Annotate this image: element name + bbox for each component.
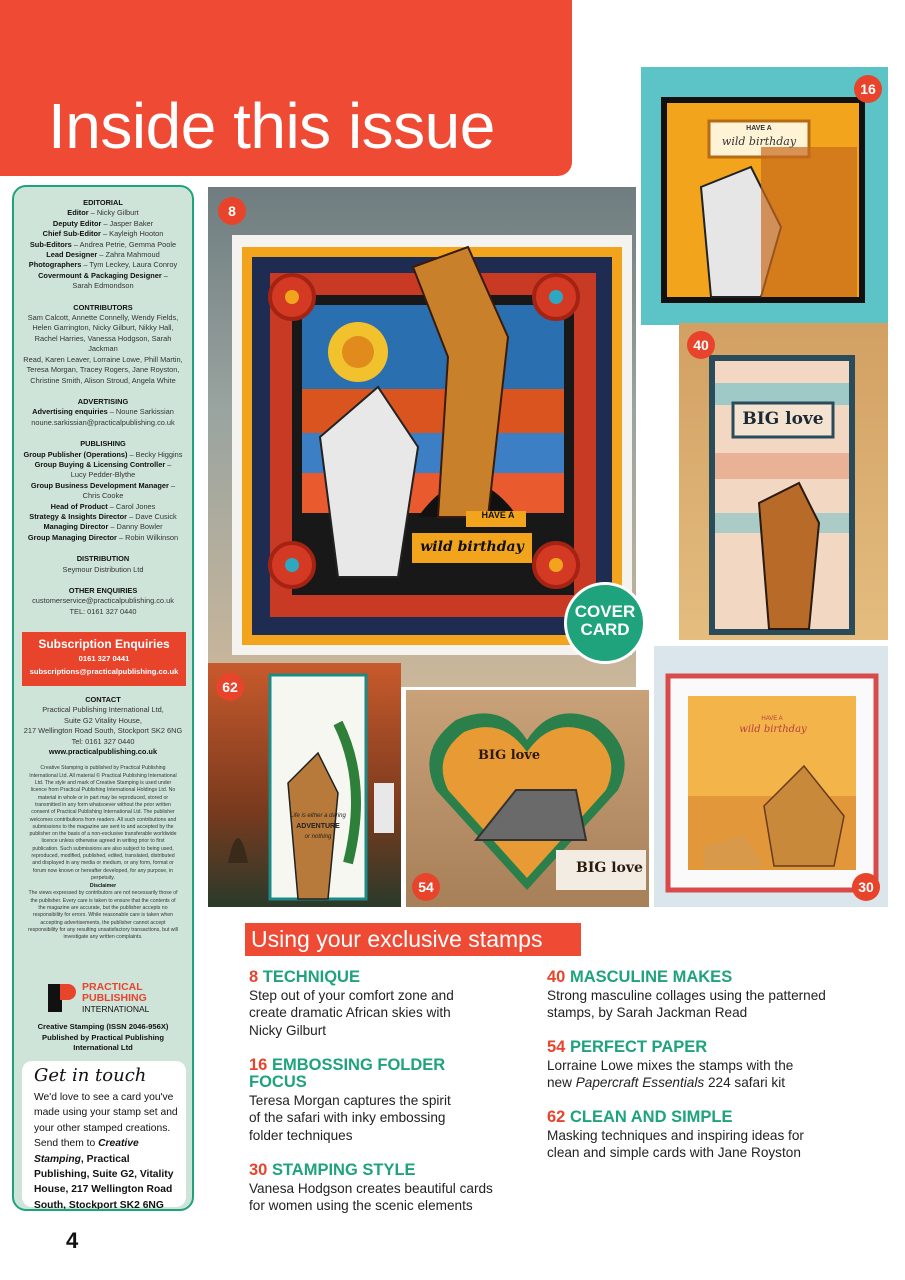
publishing-role: Strategy & Insights Director bbox=[29, 511, 128, 521]
feature-item[interactable] bbox=[547, 1109, 837, 1162]
card-quote-line: Life is either a daring bbox=[290, 813, 346, 819]
advertising-role: Advertising enquiries bbox=[32, 407, 108, 417]
logo-line: PUBLISHING bbox=[82, 992, 147, 1004]
card-sign-big-love: BIG love bbox=[576, 860, 643, 876]
editor-role: Editor bbox=[67, 208, 89, 218]
issn-line: Published by Practical Publishing bbox=[42, 1032, 164, 1042]
feature-page-number: 54 bbox=[547, 1038, 566, 1056]
photographers-role: Photographers bbox=[28, 260, 82, 270]
page-badge: 16 bbox=[854, 75, 882, 103]
photo-perfect-paper-card[interactable] bbox=[406, 690, 649, 907]
get-in-touch-box bbox=[22, 1061, 186, 1211]
photo-40-art bbox=[679, 323, 888, 640]
sub-editors-names: – Andrea Petrie, Gemma Poole bbox=[71, 239, 177, 249]
photo-clean-simple-card[interactable] bbox=[208, 663, 401, 907]
lead-designer-name: – Zahra Mahmoud bbox=[97, 250, 160, 260]
publishing-name: – bbox=[168, 480, 176, 490]
advertising-email[interactable]: noune.sarkissian@practicalpublishing.co.uk bbox=[31, 417, 175, 427]
feature-title: TECHNIQUE bbox=[258, 968, 360, 986]
deputy-editor-role: Deputy Editor bbox=[52, 218, 102, 228]
page-badge: 54 bbox=[412, 873, 440, 901]
feature-item[interactable] bbox=[249, 1057, 479, 1144]
covermount-name: Sarah Edmondson bbox=[72, 281, 134, 291]
publishing-role: Group Managing Director bbox=[27, 532, 117, 542]
contributors-line: Sam Calcott, Annette Connelly, Wendy Fields, bbox=[27, 313, 179, 323]
sub-editors-role: Sub-Editors bbox=[29, 239, 72, 249]
issn-line: Creative Stamping (ISSN 2046-956X) bbox=[37, 1022, 169, 1031]
subscription-tel: 0161 327 0441 bbox=[78, 654, 130, 663]
publishing-role: Group Business Development Manager bbox=[30, 480, 169, 490]
contributors-line: Christine Smith, Alison Stroud, Angela White bbox=[30, 375, 176, 385]
photo-30-art bbox=[654, 646, 888, 907]
distribution-section bbox=[14, 554, 192, 575]
issn-block bbox=[20, 1022, 186, 1054]
contributors-line: Read, Karen Leaver, Lorraine Lowe, Phill Martin, bbox=[23, 354, 183, 364]
get-in-touch-title: Get in touch bbox=[34, 1065, 147, 1086]
publisher-logo bbox=[48, 982, 168, 1016]
contact-website[interactable]: www.practicalpublishing.co.uk bbox=[48, 747, 158, 757]
feature-title: CLEAN AND SIMPLE bbox=[565, 1108, 733, 1126]
feature-description bbox=[547, 1057, 817, 1092]
stamps-heading: Using your exclusive stamps bbox=[245, 923, 581, 956]
card-sign-wild-birthday: wild birthday bbox=[721, 135, 797, 148]
photo-masculine-card[interactable] bbox=[679, 323, 888, 640]
feature-title: EMBOSSING FOLDER FOCUS bbox=[249, 1056, 446, 1091]
touch-text-a: We'd love to see a card you've made using your stamp set and your other stamped creations. Send them to bbox=[34, 1092, 178, 1150]
lead-designer-role: Lead Designer bbox=[46, 250, 98, 260]
contact-line: 217 Wellington Road South, Stockport SK2 6NG bbox=[23, 726, 183, 736]
subscription-title: Subscription Enquiries bbox=[38, 637, 170, 651]
card-sign-wild-birthday: wild birthday bbox=[420, 539, 524, 555]
publishing-name: – Robin Wilkinson bbox=[116, 532, 179, 542]
photographers-names: – Tym Leckey, Laura Conroy bbox=[81, 260, 178, 270]
publishing-role: Managing Director bbox=[43, 522, 109, 532]
feature-description-b: 224 safari kit bbox=[704, 1075, 786, 1091]
card-sign-wild-birthday: wild birthday bbox=[739, 724, 807, 735]
feature-page-number: 8 bbox=[249, 968, 259, 986]
covermount-role: Covermount & Packaging Designer bbox=[38, 270, 162, 280]
feature-title: MASCULINE MAKES bbox=[565, 968, 733, 986]
logo-line: INTERNATIONAL bbox=[82, 1004, 150, 1014]
contributors-line: Teresa Morgan, Tracey Rogers, Jane Royston, bbox=[26, 365, 180, 375]
card-quote-line: ADVENTURE bbox=[296, 823, 340, 830]
photo-embossing-card[interactable] bbox=[641, 67, 888, 325]
card-sign-big-love: BIG love bbox=[742, 409, 824, 429]
publisher-logo-mark bbox=[48, 982, 78, 1014]
page-badge: 30 bbox=[852, 873, 880, 901]
covermount-dash: – bbox=[161, 270, 168, 280]
feature-item[interactable] bbox=[547, 1039, 837, 1092]
touch-address: , Practical Publishing, Suite G2, Vitality House, 217 Wellington Road South, Stockport SK2 6NG bbox=[34, 1153, 174, 1211]
disclaimer-title: Disclaimer bbox=[89, 883, 117, 890]
editorial-title: EDITORIAL bbox=[83, 198, 123, 207]
publishing-title: PUBLISHING bbox=[80, 439, 126, 449]
chief-sub-role: Chief Sub-Editor bbox=[42, 229, 101, 239]
publishing-name: – Dave Cusick bbox=[127, 511, 177, 521]
contact-title: CONTACT bbox=[85, 695, 121, 704]
feature-page-number: 62 bbox=[547, 1108, 566, 1126]
other-enquiries-email[interactable]: customerservice@practicalpublishing.co.uk bbox=[32, 596, 174, 606]
feature-kit-name: Papercraft Essentials bbox=[575, 1075, 705, 1091]
page-number: 4 bbox=[66, 1228, 79, 1253]
editorial-section bbox=[14, 198, 192, 292]
card-quote-line: or nothing bbox=[304, 834, 332, 840]
other-enquiries-title: OTHER ENQUIRIES bbox=[68, 586, 138, 595]
distribution-text: Seymour Distribution Ltd bbox=[62, 564, 144, 574]
get-in-touch-text bbox=[34, 1090, 184, 1211]
photo-16-art bbox=[641, 67, 888, 325]
card-sign-have-a: HAVE A bbox=[761, 716, 783, 722]
other-enquiries-tel: TEL: 0161 327 0440 bbox=[69, 606, 137, 616]
publishing-name: – Danny Bowler bbox=[108, 522, 163, 532]
feature-page-number: 40 bbox=[547, 968, 566, 986]
card-sign-have-a: HAVE A bbox=[481, 510, 515, 520]
advertising-name: – Noune Sarkissian bbox=[107, 407, 174, 417]
advertising-section bbox=[14, 397, 192, 428]
page-badge: 40 bbox=[687, 331, 715, 359]
other-enquiries-section bbox=[14, 586, 192, 617]
deputy-editor-name: – Jasper Baker bbox=[101, 218, 154, 228]
feature-description-a: Lorraine Lowe mixes the stamps with the new bbox=[547, 1058, 794, 1091]
editor-name: – Nicky Gilburt bbox=[88, 208, 139, 218]
feature-description: Step out of your comfort zone and create dramatic African skies with Nicky Gilburt bbox=[249, 988, 454, 1038]
contributors-section bbox=[14, 303, 192, 386]
distribution-title: DISTRIBUTION bbox=[76, 554, 130, 564]
page-title: Inside this issue bbox=[48, 90, 495, 162]
cover-card-label: CARD bbox=[580, 620, 630, 639]
publishing-section bbox=[14, 439, 192, 543]
page-badge: 8 bbox=[218, 197, 246, 225]
contributors-title: CONTRIBUTORS bbox=[73, 302, 133, 312]
header-banner bbox=[0, 0, 572, 176]
contact-line: Tel: 0161 327 0440 bbox=[71, 736, 135, 746]
feature-description: Vanesa Hodgson creates beautiful cards for women using the scenic elements bbox=[249, 1181, 493, 1214]
publishing-name: – Carol Jones bbox=[107, 501, 156, 511]
feature-description: Teresa Morgan captures the spirit of the safari with inky embossing folder techniques bbox=[249, 1093, 451, 1143]
page-badge: 62 bbox=[216, 673, 244, 701]
publishing-name: – Becky Higgins bbox=[127, 449, 183, 459]
contact-section bbox=[14, 695, 192, 942]
subscription-box bbox=[22, 632, 186, 686]
publishing-role: Group Buying & Licensing Controller bbox=[34, 459, 166, 469]
feature-description: Strong masculine collages using the patterned stamps, by Sarah Jackman Read bbox=[547, 988, 826, 1021]
feature-page-number: 30 bbox=[249, 1161, 268, 1179]
feature-item[interactable] bbox=[547, 969, 837, 1022]
contact-line: Practical Publishing International Ltd, bbox=[42, 705, 164, 715]
disclaimer-text: The views expressed by contributors are not necessarily those of the publisher. Every care is taken to ensure that the contents of the magazine are accurate, but the publisher accepts no responsibility for errors. While reasonable care is taken when accepting advertisements, the publisher cannot accept responsibility for any resulting unsatisfactory transactions, but will investigate any written complaints. bbox=[28, 890, 178, 941]
feature-title: STAMPING STYLE bbox=[267, 1161, 416, 1179]
publishing-name: Lucy Pedder-Blythe bbox=[70, 470, 136, 480]
subscription-email[interactable]: subscriptions@practicalpublishing.co.uk bbox=[29, 667, 179, 676]
logo-line: PRACTICAL bbox=[82, 981, 143, 993]
photo-stamping-style-card[interactable] bbox=[654, 646, 888, 907]
contact-line: Suite G2 Vitality House, bbox=[64, 715, 142, 725]
touch-magazine-name: Creative Stamping bbox=[34, 1138, 139, 1165]
card-sign-big-love: BIG love bbox=[478, 748, 541, 763]
contributors-line: Helen Garrington, Nicky Gilburt, Nikky Hall, bbox=[32, 323, 174, 333]
feature-title: PERFECT PAPER bbox=[565, 1038, 708, 1056]
feature-description: Masking techniques and inspiring ideas for clean and simple cards with Jane Royston bbox=[547, 1128, 804, 1161]
masthead-sidebar bbox=[12, 185, 194, 1211]
card-sign-have-a: HAVE A bbox=[746, 125, 772, 132]
cover-card-badge bbox=[564, 582, 646, 664]
feature-item[interactable] bbox=[249, 1162, 539, 1215]
publishing-role: Group Publisher (Operations) bbox=[23, 449, 128, 459]
publishing-name: Chris Cooke bbox=[82, 491, 124, 501]
chief-sub-name: – Kayleigh Hooton bbox=[100, 229, 164, 239]
issn-line: International Ltd bbox=[73, 1043, 133, 1052]
photo-62-art bbox=[208, 663, 401, 907]
publishing-name: – bbox=[165, 459, 172, 469]
feature-page-number: 16 bbox=[249, 1056, 268, 1074]
publishing-role: Head of Product bbox=[50, 501, 108, 511]
feature-item[interactable] bbox=[249, 969, 539, 1039]
cover-card-label: COVER bbox=[574, 602, 636, 621]
advertising-title: ADVERTISING bbox=[77, 396, 129, 406]
contributors-line: Rachel Harries, Vanessa Hodgson, Sarah Jackman bbox=[34, 333, 172, 354]
legal-text: Creative Stamping is published by Practical Publishing International Ltd. All material © Practical Publishing International Ltd. The style and mark of Creative Stamping is used under licence from Practical Publishing International Holdings Ltd. No material in whole or in part may be reproduced, stored or transmitted in any form whatsoever without the prior written consent of Practical Publishing International Ltd. The publisher welcomes contributions from readers. All such contributions and submissions to the magazine are sent to and accepted by the publisher on the basis of a non-exclusive transferable worldwide licence unless otherwise agreed in writing prior to first publication. Such submissions are also subject to being used, reproduced, modified, published, edited, translated, distributed and displayed in any media or medium, or any form, format or forum now known or hereafter developed, for any purpose, in perpetuity. bbox=[29, 765, 177, 881]
